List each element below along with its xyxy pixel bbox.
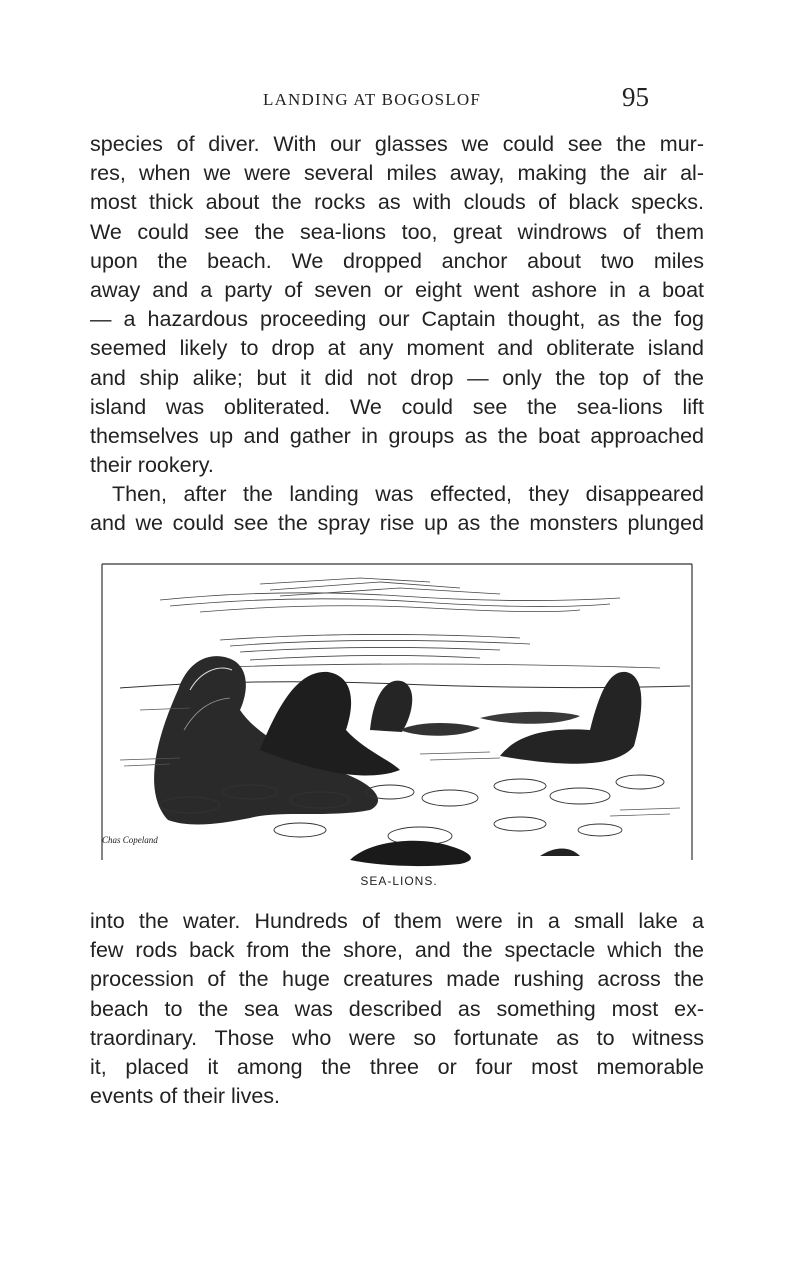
text-line: island was obliterated. We could see the sea-lions lift <box>90 394 704 419</box>
text-line: species of diver. With our glasses we could see the mur- <box>90 132 704 156</box>
text-line: traordinary. Those who were so fortunate as to witness <box>90 1025 704 1050</box>
body-text-top <box>90 130 704 539</box>
artist-signature: Chas Copeland <box>102 835 158 845</box>
text-line: it, placed it among the three or four most memorable <box>90 1054 704 1079</box>
text-line: events of their lives. <box>90 1084 281 1109</box>
text-line: upon the beach. We dropped anchor about two miles <box>90 248 704 273</box>
figure-caption: SEA-LIONS. <box>360 874 438 888</box>
running-head: LANDING AT BOGOSLOF <box>263 90 482 109</box>
text-line: beach to the sea was described as something most ex- <box>90 996 704 1021</box>
text-line: away and a party of seven or eight went ashore in a boat <box>90 277 704 302</box>
text-line: We could see the sea-lions too, great windrows of them <box>90 219 704 244</box>
page-number: 95 <box>622 82 649 112</box>
text-line: res, when we were several miles away, making the air al- <box>90 161 704 186</box>
text-line: Then, after the landing was effected, they disappeared <box>112 482 704 507</box>
text-line: procession of the huge creatures made rushing across the <box>90 967 704 992</box>
text-line: and ship alike; but it did not drop — only the top of the <box>90 365 704 390</box>
page-header <box>0 76 800 116</box>
text-line: into the water. Hundreds of them were in a small lake a <box>90 909 704 933</box>
text-line: and we could see the spray rise up as the monsters plunged <box>90 511 704 536</box>
sea-lions-engraving <box>100 560 698 870</box>
text-line: few rods back from the shore, and the spectacle which the <box>90 938 704 963</box>
body-text-bottom <box>90 907 704 1111</box>
text-line: seemed likely to drop at any moment and obliterate island <box>90 336 704 361</box>
text-line: most thick about the rocks as with clouds of black specks. <box>90 190 704 215</box>
text-line: — a hazardous proceeding our Captain thought, as the fog <box>90 307 704 332</box>
sea-lions-illustration <box>100 560 698 890</box>
text-line: their rookery. <box>90 453 214 478</box>
text-line: themselves up and gather in groups as the boat approached <box>90 423 704 448</box>
